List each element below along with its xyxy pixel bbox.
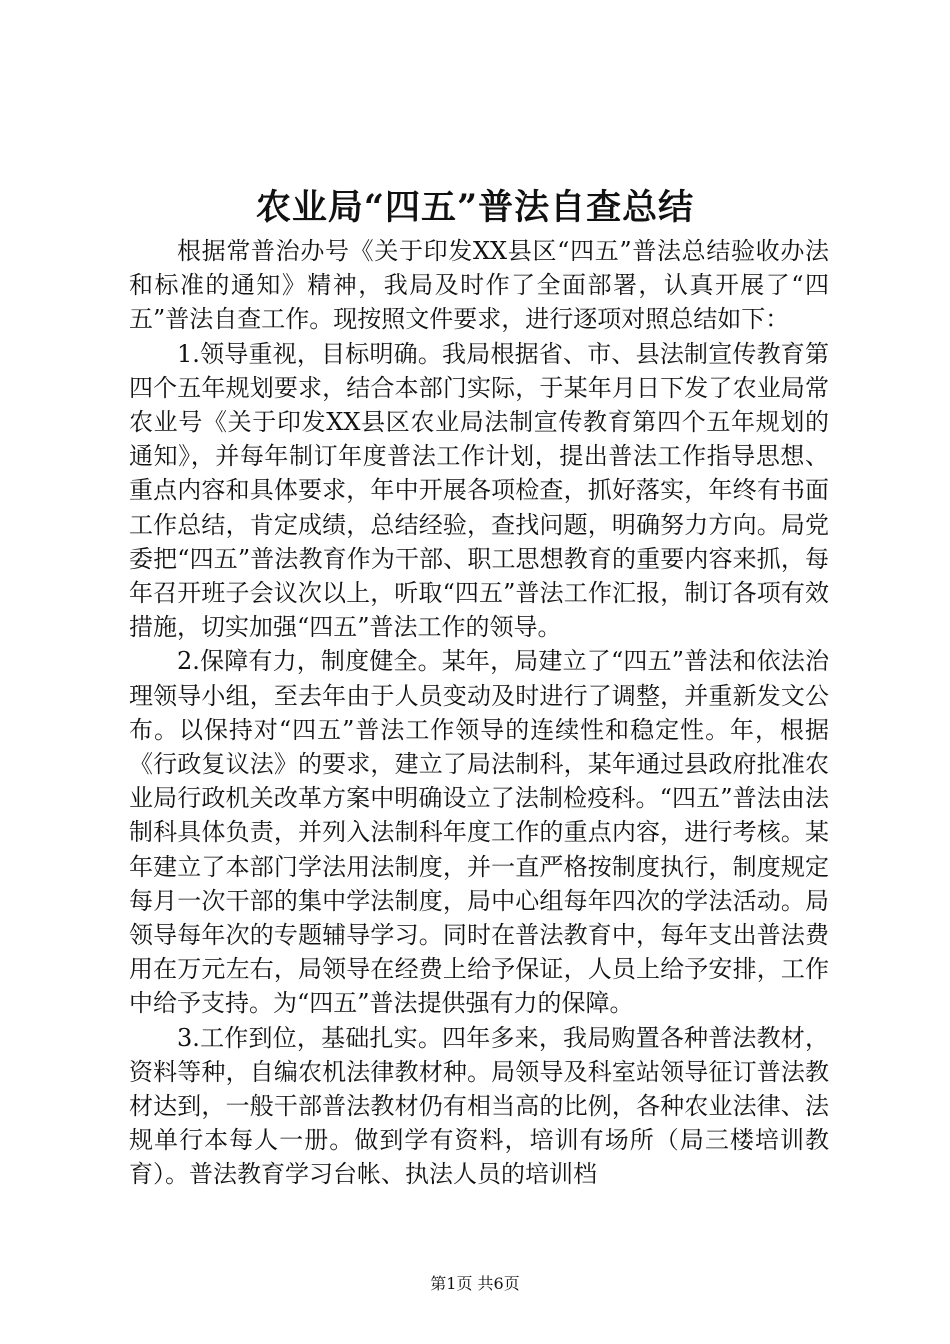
- document-body: [129, 234, 829, 1192]
- document-title: 农业局“四五”普法自查总结: [255, 187, 695, 228]
- intro-paragraph: 根据常普治办号《关于印发XX县区“四五”普法总结验收办法和标准的通知》精神，我局及时作了全面部署，认真开展了“四五”普法自查工作。现按照文件要求，进行逐项对照总结如下：: [129, 237, 829, 334]
- page-footer: 第1页 共6页: [430, 1274, 520, 1293]
- section-1-paragraph: 1.领导重视，目标明确。我局根据省、市、县法制宣传教育第四个五年规划要求，结合本部门实际，于某年月日下发了农业局常农业号《关于印发XX县区农业局法制宣传教育第四个五年规划的通知》，并每年制订年度普法工作计划，提出普法工作指导思想、重点内容和具体要求，年中开展各项检查，抓好落实，年终有书面工作总结，肯定成绩，总结经验，查找问题，明确努力方向。局党委把“四五”普法教育作为干部、职工思想教育的重要内容来抓，每年召开班子会议次以上，听取“四五”普法工作汇报，制订各项有效措施，切实加强“四五”普法工作的领导。: [129, 339, 829, 642]
- section-3-paragraph: 3.工作到位，基础扎实。四年多来，我局购置各种普法教材，资料等种，自编农机法律教材种。局领导及科室站领导征订普法教材达到，一般干部普法教材仍有相当高的比例，各种农业法律、法规单行本每人一册。做到学有资料，培训有场所（局三楼培训教育）。普法教育学习台帐、执法人员的培训档: [129, 1023, 829, 1189]
- section-2-paragraph: 2.保障有力，制度健全。某年，局建立了“四五”普法和依法治理领导小组，至去年由于人员变动及时进行了调整，并重新发文公布。以保持对“四五”普法工作领导的连续性和稳定性。年，根据《行政复议法》的要求，建立了局法制科，某年通过县政府批准农业局行政机关改革方案中明确设立了法制检疫科。“四五”普法由法制科具体负责，并列入法制科年度工作的重点内容，进行考核。某年建立了本部门学法用法制度，并一直严格按制度执行，制度规定每月一次干部的集中学法制度，局中心组每年四次的学法活动。局领导每年次的专题辅导学习。同时在普法教育中，每年支出普法费用在万元左右，局领导在经费上给予保证，人员上给予安排，工作中给予支持。为“四五”普法提供强有力的保障。: [129, 647, 829, 1018]
